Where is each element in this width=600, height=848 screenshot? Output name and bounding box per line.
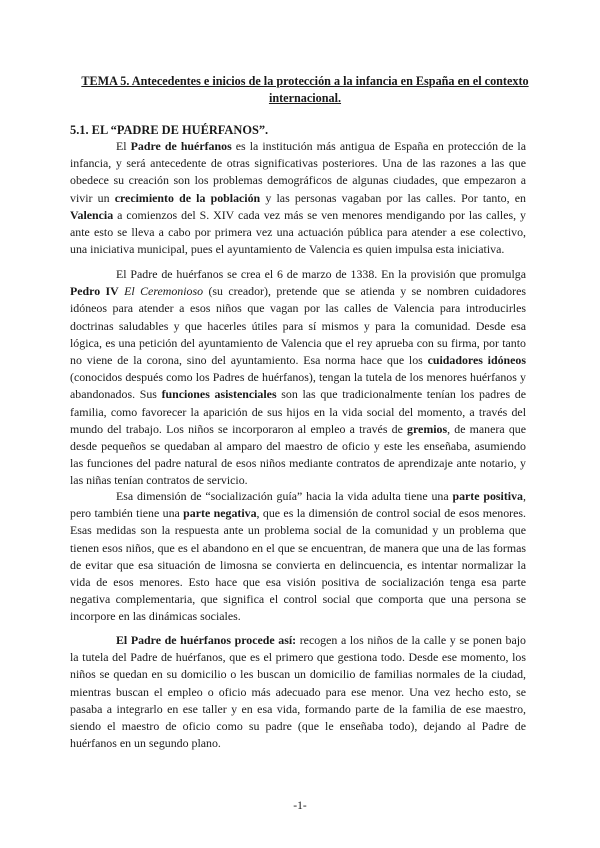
text-run: y las personas vagaban por las calles. Por tanto, en: [260, 190, 526, 205]
text-run: (conocidos después como los Padres de huérfanos), tengan la tutela de los menores huérfanos y abandonados. Sus: [70, 370, 526, 402]
text-run: recogen a los niños de la calle y se ponen bajo la tutela del Padre de huérfanos, que es el primero que gestiona todo. Desde ese momento, los niños se quedan en su domicilio o les buscan un domicilio de familias normales de la ciudad, mientras buscan el empleo o oficio más adecuado para ese menor. Una vez hecho esto, se pasaba a integrarlo en ese taller y en esa vida, formando parte de la familia de ese maestro, siendo el maestro de oficio como su padre (que le enseñaba todo), dejando al Padre de huérfanos en un segundo plano.: [70, 633, 526, 751]
page-number: -1-: [293, 800, 307, 812]
paragraph-3: [70, 488, 526, 626]
bold-term: El Padre de huérfanos procede así:: [116, 633, 297, 647]
document-title: TEMA 5. Antecedentes e inicios de la protección a la infancia en España en el contexto internacional.: [81, 74, 529, 105]
text-run: El Padre de huérfanos se crea el 6 de marzo de 1338. En la provisión que promulga: [116, 267, 526, 281]
bold-term: crecimiento de la población: [114, 190, 261, 205]
text-run: , de manera que desde pequeños se quedaban al amparo del maestro de oficio y este les enseñaba, asumiendo las funciones del padre natural de esos niños mediante contratos de aprendizaje ante notario, y las niñas tenían contratos de servicio.: [70, 421, 526, 488]
text-run: es la institución más antigua de España en protección de la infancia, y será antecedente de otras significativas posteriores. Una de las razones a las que obedece su creación son los problemas demográficos de algunas ciudades, que empezaron a vivir un: [70, 139, 527, 205]
bold-term: cuidadores idóneos: [427, 353, 526, 368]
section-heading: 5.1. EL “PADRE DE HUÉRFANOS”.: [70, 123, 269, 137]
paragraph-1: [70, 138, 526, 258]
paragraph-2: [70, 266, 526, 490]
text-run: , que es la dimensión de control social de esos menores. Esas medidas son la respuesta ante un problema social de la comunidad y un problema que tienen esos niños, que es el abandono en el que se encuentran, de manera que una de las formas de evitar que esa situación de limosna se convierta en delincuencia, es intentar normalizar la vida de esos menores. Esto hace que esa visión positiva de socialización tenga esa parte negativa complementaria, que significa el control social que comporta que una persona se incorpore en las dinámicas sociales.: [70, 506, 526, 624]
italic-term: El Ceremonioso: [124, 284, 204, 299]
text-run: El: [116, 139, 131, 153]
bold-term: Padre de huérfanos: [130, 139, 232, 153]
text-run: , pero también tiene una: [70, 489, 526, 521]
text-run: son las que tradicionalmente tenían los padres de familia, como favorecer la aparición de sus hijos en la vida social del momento, a través del mundo del trabajo. Los niños se incorporaron al empleo a través de: [70, 387, 526, 436]
bold-term: funciones asistenciales: [161, 387, 277, 402]
bold-term: Valencia: [70, 207, 114, 222]
bold-term: Pedro IV: [70, 284, 119, 299]
text-run: a comienzos del S. XIV cada vez más se ven menores mendigando por las calles, y ante esto se lleva a cabo por primera vez una actuación pública para atender a ese colectivo, una iniciativa municipal, pues el ayuntamiento de Valencia es quien impulsa esta iniciativa.: [70, 207, 526, 257]
text-run: Esa dimensión de “socialización guía” hacia la vida adulta tiene una: [116, 489, 453, 503]
bold-term: gremios: [407, 421, 448, 436]
text-run: (su creador), pretende que se atienda y se nombren cuidadores idóneos para atender a esos niños que vagan por las calles de Valencia para introducirles doctrinas saludables y que hacerles útiles para sí mismos y para la comunidad. Desde esa lógica, es una petición del ayuntamiento de Valencia que el rey aprueba con su firma, por tanto no viene de la corona, sino del ayuntamiento. Esa norma hace que los: [70, 284, 526, 368]
bold-term: parte negativa: [183, 506, 257, 521]
bold-term: parte positiva: [452, 489, 524, 503]
paragraph-4: [70, 632, 526, 752]
